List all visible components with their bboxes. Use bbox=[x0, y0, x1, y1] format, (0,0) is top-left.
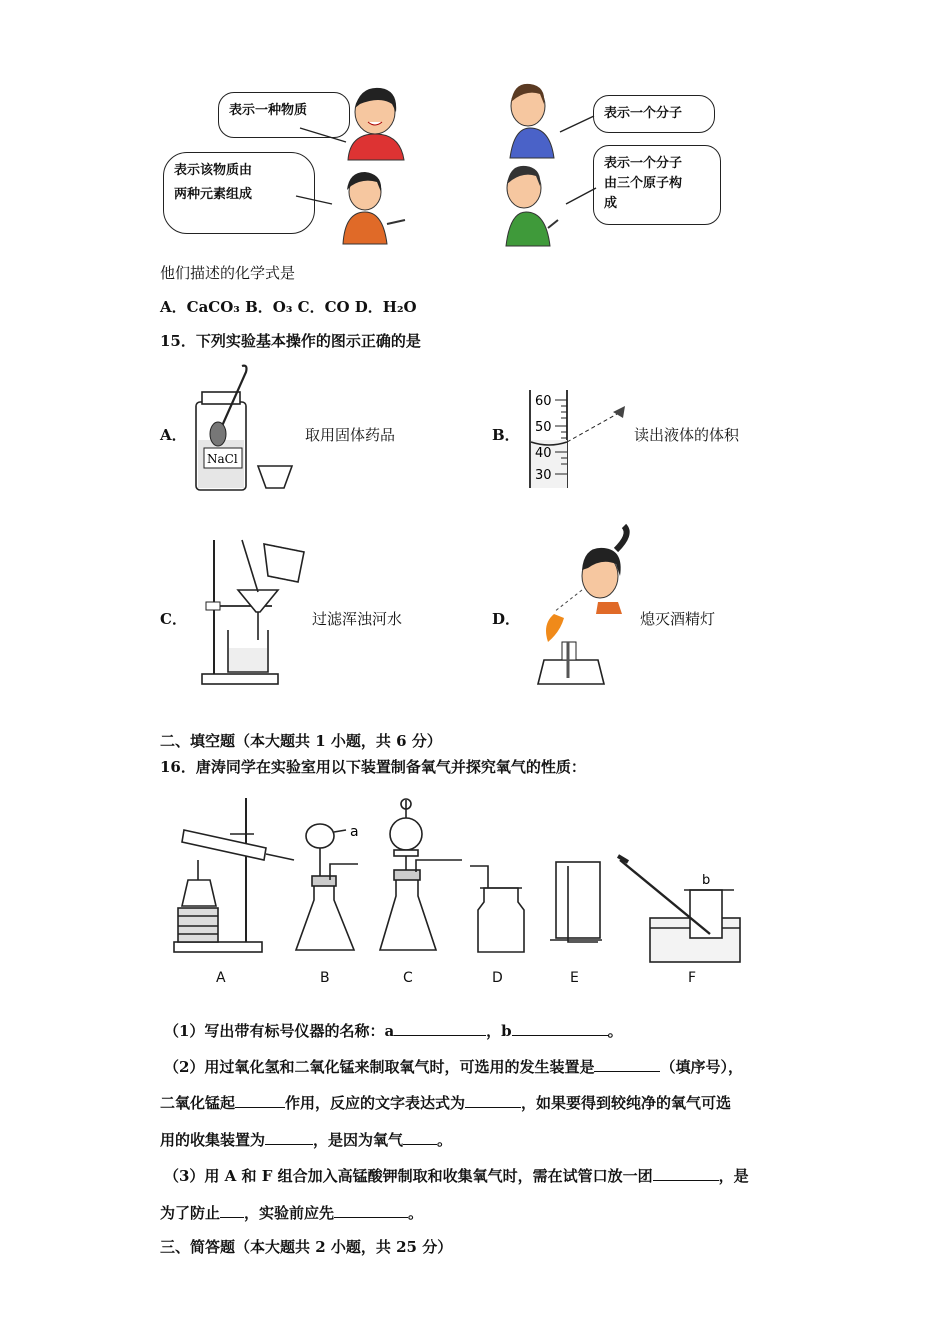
blank-word-equation[interactable] bbox=[465, 1093, 521, 1108]
apparatus-label-f: F bbox=[688, 970, 697, 986]
q15-option-c-label: C． bbox=[160, 610, 187, 628]
bubble-tails bbox=[0, 0, 950, 260]
blank-mno2-role[interactable] bbox=[235, 1093, 285, 1108]
q15-option-c-caption: 过滤浑浊河水 bbox=[312, 610, 403, 628]
q15-option-a-caption: 取用固体药品 bbox=[305, 426, 396, 444]
q16-line3-text-b: 作用，反应的文字表达式为 bbox=[285, 1094, 466, 1112]
kid-girl-illustration-1 bbox=[333, 168, 409, 244]
section-2-heading: 二、填空题（本大题共 1 小题，共 6 分） bbox=[160, 732, 442, 750]
apparatus-e-downward-air-collection bbox=[550, 862, 602, 942]
q15-option-d-label: D． bbox=[492, 610, 521, 628]
q16-part1-end: 。 bbox=[607, 1022, 623, 1040]
q16-part1 bbox=[164, 1020, 623, 1041]
blank-check[interactable] bbox=[334, 1203, 408, 1218]
q16-part2-text-b: （填序号）， bbox=[660, 1058, 743, 1076]
bubble-text: 成 bbox=[604, 196, 618, 211]
apparatus-label-d: D bbox=[492, 970, 503, 986]
q15-option-d-caption: 熄灭酒精灯 bbox=[640, 610, 716, 628]
q16-part3-text-b: ，是 bbox=[718, 1167, 749, 1185]
section-3-heading: 三、简答题（本大题共 2 小题，共 25 分） bbox=[160, 1238, 453, 1256]
tick-label: 60 bbox=[535, 394, 552, 409]
blank-collector[interactable] bbox=[265, 1130, 313, 1145]
marker-b-label: b bbox=[702, 873, 711, 888]
q16-part3-text-a: （3）用 A 和 F 组合加入高锰酸钾制取和收集氧气时，需在试管口放一团 bbox=[164, 1167, 653, 1185]
blank-cotton[interactable] bbox=[653, 1166, 719, 1181]
q14-prompt: 他们描述的化学式是 bbox=[160, 264, 296, 282]
blank-generator[interactable] bbox=[594, 1057, 660, 1072]
q16-line6-text-c: 。 bbox=[408, 1204, 424, 1222]
bottle-label-text: NaCl bbox=[207, 452, 238, 466]
bubble-text: 表示一个分子 bbox=[604, 156, 683, 171]
q16-part2-line2 bbox=[160, 1092, 731, 1113]
bubble-text: 表示该物质由 bbox=[174, 163, 253, 178]
kid-boy-illustration-2 bbox=[500, 80, 560, 158]
apparatus-a-heated-tube bbox=[174, 798, 294, 952]
q16-part2 bbox=[164, 1056, 743, 1077]
q16-line6-text-b: ，实验前应先 bbox=[244, 1204, 335, 1222]
q16-title: 16．唐涛同学在实验室用以下装置制备氧气并探究氧气的性质： bbox=[160, 758, 586, 776]
bubble-text: 表示一个分子 bbox=[604, 106, 683, 121]
bubble-text: 表示一种物质 bbox=[229, 103, 308, 118]
q16-part2-text-a: （2）用过氧化氢和二氧化锰来制取氧气时，可选用的发生装置是 bbox=[164, 1058, 595, 1076]
blank-reason[interactable] bbox=[403, 1130, 437, 1145]
q16-line6-text-a: 为了防止 bbox=[160, 1204, 221, 1222]
kid-boy-illustration-1 bbox=[340, 82, 410, 160]
lab-apparatus-diagram bbox=[170, 790, 760, 962]
q16-part1-text-a: （1）写出带有标号仪器的名称：a bbox=[164, 1022, 395, 1040]
marker-a-label: a bbox=[350, 824, 359, 840]
tick-label: 40 bbox=[535, 446, 552, 461]
tick-label: 30 bbox=[535, 468, 552, 483]
kid-boy-illustration-3 bbox=[498, 162, 560, 246]
q15-option-a-label: A． bbox=[160, 426, 187, 444]
alcohol-lamp-blowing-icon bbox=[524, 524, 638, 690]
apparatus-f-water-displacement bbox=[618, 856, 740, 962]
q16-line4-text-a: 用的收集装置为 bbox=[160, 1131, 266, 1149]
q16-line4-text-b: ，是因为氧气 bbox=[313, 1131, 404, 1149]
q16-part3 bbox=[164, 1165, 749, 1186]
apparatus-b-flask-funnel bbox=[296, 824, 358, 950]
filtration-setup-icon bbox=[198, 536, 310, 688]
apparatus-c-separatory-funnel-flask bbox=[380, 799, 462, 950]
blank-a[interactable] bbox=[394, 1021, 486, 1036]
q16-part2-line3 bbox=[160, 1129, 452, 1150]
q14-options: A．CaCO₃ B．O₃ C．CO D．H₂O bbox=[160, 298, 417, 316]
graduated-cylinder-icon bbox=[525, 388, 635, 490]
apparatus-d-upward-air-collection bbox=[470, 866, 524, 952]
apparatus-label-a: A bbox=[216, 970, 226, 986]
reagent-bottle-spoon-icon bbox=[186, 362, 316, 492]
q16-line4-text-c: 。 bbox=[437, 1131, 453, 1149]
q16-line3-text-a: 二氧化锰起 bbox=[160, 1094, 236, 1112]
apparatus-label-b: B bbox=[320, 970, 330, 986]
blank-b[interactable] bbox=[512, 1021, 608, 1036]
bubble-text: 由三个原子构 bbox=[604, 176, 683, 191]
q15-title: 15．下列实验基本操作的图示正确的是 bbox=[160, 332, 421, 350]
q16-line3-text-c: ，如果要得到较纯净的氧气可选 bbox=[521, 1094, 732, 1112]
bubble-text: 两种元素组成 bbox=[174, 187, 253, 202]
tick-label: 50 bbox=[535, 420, 552, 435]
blank-prevent[interactable] bbox=[220, 1203, 244, 1218]
q15-option-b-label: B． bbox=[492, 426, 520, 444]
q16-part1-text-b: ，b bbox=[486, 1022, 512, 1040]
apparatus-label-e: E bbox=[570, 970, 579, 986]
q16-part3-line2 bbox=[160, 1202, 423, 1223]
apparatus-label-c: C bbox=[403, 970, 413, 986]
q15-option-b-caption: 读出液体的体积 bbox=[634, 426, 740, 444]
